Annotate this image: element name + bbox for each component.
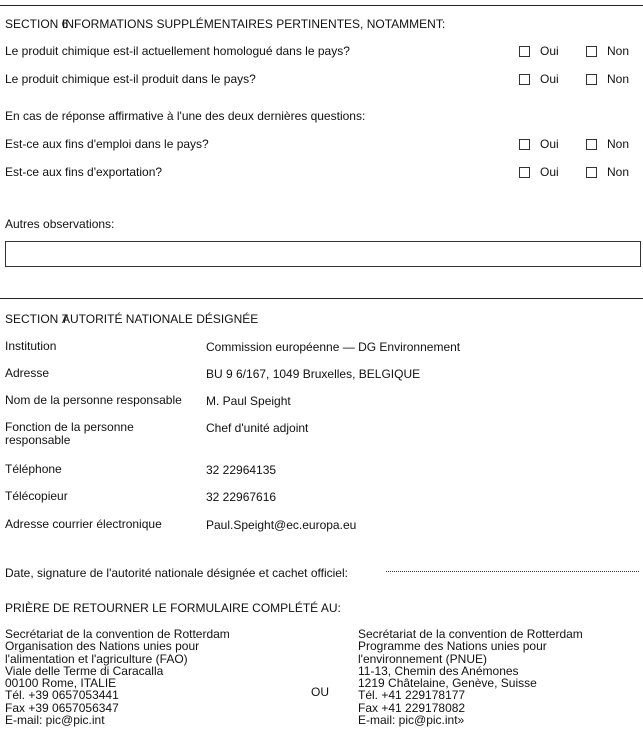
yes-label: Oui bbox=[540, 165, 559, 179]
section6-top-rule bbox=[0, 5, 643, 6]
or-separator: OU bbox=[311, 685, 329, 699]
export-yes-option[interactable] bbox=[519, 165, 559, 179]
unep-address-line: 1219 Châtelaine, Genève, Suisse bbox=[358, 676, 537, 691]
yes-label: Oui bbox=[540, 72, 559, 86]
section6-title: INFORMATIONS SUPPLÉMENTAIRES PERTINENTES, NOTAMMENT: bbox=[62, 17, 446, 31]
export-no-option[interactable] bbox=[586, 165, 629, 179]
function-label bbox=[5, 421, 134, 447]
phone-value: 32 22964135 bbox=[206, 463, 277, 477]
other-observations-label: Autres observations: bbox=[5, 217, 115, 231]
question-export: Est-ce aux fins d'exportation? bbox=[5, 165, 163, 179]
yes-label: Oui bbox=[540, 44, 559, 58]
registered-yes-checkbox[interactable] bbox=[519, 46, 530, 57]
domestic-no-option[interactable] bbox=[586, 137, 629, 151]
fao-address-line: Tél. +39 0657053441 bbox=[5, 688, 119, 703]
domestic-no-checkbox[interactable] bbox=[586, 139, 597, 150]
fao-address-line: Secrétariat de la convention de Rotterdam bbox=[5, 627, 230, 641]
fax-label: Télécopieur bbox=[5, 489, 68, 503]
no-label: Non bbox=[607, 72, 630, 86]
section7-top-rule bbox=[0, 298, 643, 299]
person-value: M. Paul Speight bbox=[206, 394, 291, 408]
unep-address-line: Programme des Nations unies pour bbox=[358, 639, 547, 654]
fao-address-line: 00100 Rome, ITALIE bbox=[5, 676, 117, 691]
fao-address-line: l'alimentation et l'agriculture (FAO) bbox=[5, 651, 188, 666]
export-no-checkbox[interactable] bbox=[586, 167, 597, 178]
produced-yes-option[interactable] bbox=[519, 72, 559, 86]
conditional-intro: En cas de réponse affirmative à l'une des deux dernières questions: bbox=[5, 109, 366, 123]
other-observations-field[interactable] bbox=[5, 241, 641, 267]
section7-heading bbox=[5, 312, 258, 326]
function-label-line1: Fonction de la personne bbox=[5, 420, 134, 434]
fao-address-line: Fax +39 0657056347 bbox=[5, 700, 119, 715]
unep-address-line: Tél. +41 229178177 bbox=[358, 688, 466, 703]
question-registered: Le produit chimique est-il actuellement homologué dans le pays? bbox=[5, 44, 350, 58]
unep-address-line: Fax +41 229178082 bbox=[358, 700, 466, 715]
signature-label: Date, signature de l'autorité nationale désignée et cachet officiel: bbox=[5, 566, 348, 580]
no-label: Non bbox=[607, 165, 630, 179]
email-label: Adresse courrier électronique bbox=[5, 517, 162, 531]
no-label: Non bbox=[607, 137, 630, 151]
function-value: Chef d'unité adjoint bbox=[206, 421, 309, 435]
domestic-yes-option[interactable] bbox=[519, 137, 559, 151]
section6-heading bbox=[5, 17, 445, 31]
produced-no-checkbox[interactable] bbox=[586, 74, 597, 85]
registered-no-option[interactable] bbox=[586, 44, 629, 58]
export-yes-checkbox[interactable] bbox=[519, 167, 530, 178]
unep-address-line: 11-13, Chemin des Anémones bbox=[358, 663, 519, 678]
section6-number: SECTION 6 bbox=[5, 17, 69, 31]
unep-address-line: Secrétariat de la convention de Rotterdam bbox=[358, 627, 583, 641]
fao-address-block bbox=[5, 628, 230, 726]
yes-label: Oui bbox=[540, 137, 559, 151]
unep-email-link[interactable]: E-mail: pic@pic.int» bbox=[358, 713, 465, 728]
section7-number: SECTION 7 bbox=[5, 312, 69, 326]
section7-title: AUTORITÉ NATIONALE DÉSIGNÉE bbox=[62, 312, 259, 326]
domestic-yes-checkbox[interactable] bbox=[519, 139, 530, 150]
signature-line[interactable] bbox=[386, 569, 639, 572]
address-label: Adresse bbox=[5, 366, 50, 380]
person-label: Nom de la personne responsable bbox=[5, 393, 182, 407]
unep-address-block bbox=[358, 628, 583, 726]
question-domestic-use: Est-ce aux fins d'emploi dans le pays? bbox=[5, 137, 209, 151]
institution-label: Institution bbox=[5, 339, 57, 353]
fao-address-line: Viale delle Terme di Caracalla bbox=[5, 663, 164, 678]
fao-address-line: Organisation des Nations unies pour bbox=[5, 639, 200, 654]
fao-email-link[interactable]: E-mail: pic@pic.int bbox=[5, 713, 105, 728]
registered-yes-option[interactable] bbox=[519, 44, 559, 58]
return-heading: PRIÈRE DE RETOURNER LE FORMULAIRE COMPLÉTÉ AU: bbox=[5, 601, 341, 615]
question-produced: Le produit chimique est-il produit dans le pays? bbox=[5, 72, 256, 86]
produced-no-option[interactable] bbox=[586, 72, 629, 86]
unep-address-line: l'environnement (PNUE) bbox=[358, 651, 488, 666]
produced-yes-checkbox[interactable] bbox=[519, 74, 530, 85]
email-value: Paul.Speight@ec.europa.eu bbox=[206, 518, 357, 532]
address-value: BU 9 6/167, 1049 Bruxelles, BELGIQUE bbox=[206, 367, 421, 381]
institution-value: Commission européenne — DG Environnement bbox=[206, 340, 461, 354]
registered-no-checkbox[interactable] bbox=[586, 46, 597, 57]
phone-label: Téléphone bbox=[5, 462, 62, 476]
no-label: Non bbox=[607, 44, 630, 58]
function-label-line2: responsable bbox=[5, 433, 71, 447]
fax-value: 32 22967616 bbox=[206, 490, 277, 504]
